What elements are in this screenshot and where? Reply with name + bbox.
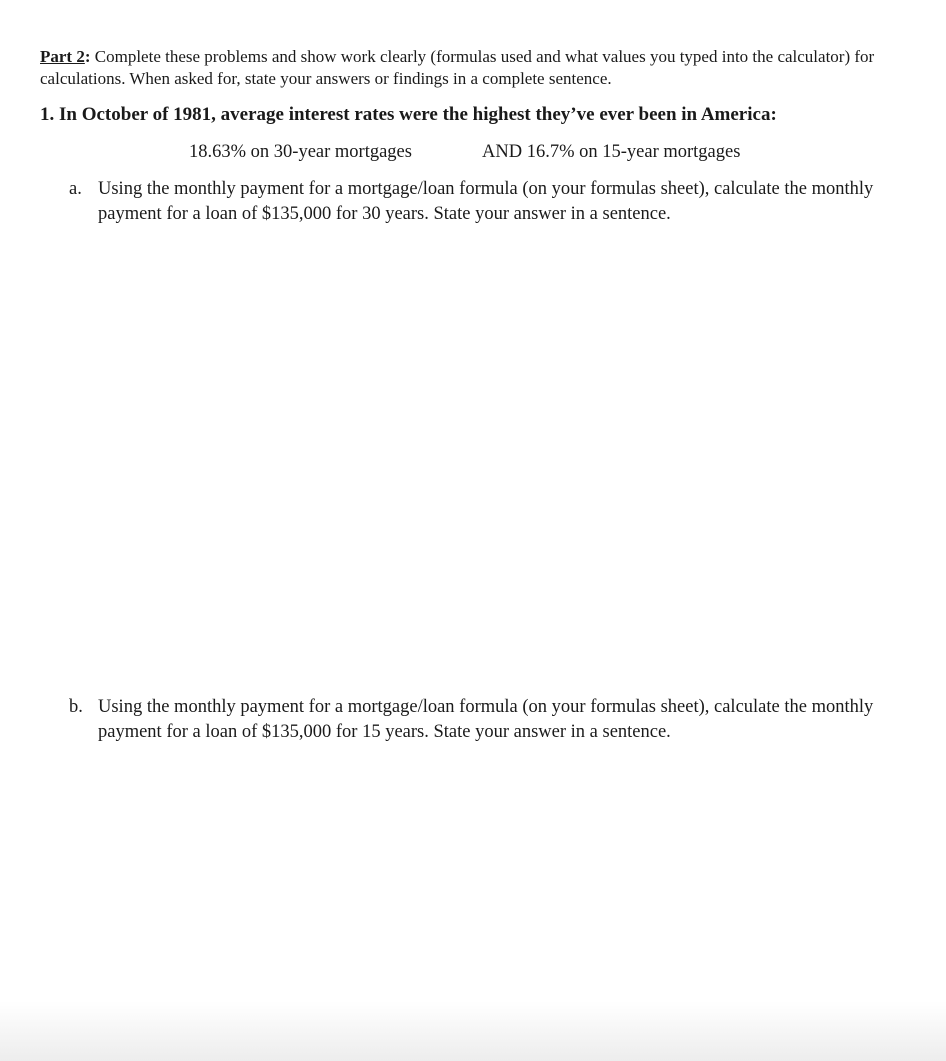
part-label-colon: :	[84, 47, 91, 66]
question-1-heading: 1. In October of 1981, average interest rates were the highest they’ve ever been in America:	[40, 104, 777, 125]
part-2-instructions	[40, 46, 920, 90]
rate-15-year: AND 16.7% on 15-year mortgages	[482, 142, 741, 162]
page-bottom-shadow	[0, 1001, 946, 1061]
subquestion-b-letter: b.	[69, 697, 83, 717]
subquestion-a-text: Using the monthly payment for a mortgage/loan formula (on your formulas sheet), calculate the monthly payment for a loan of $135,000 for 30 years. State your answer in a sentence.	[98, 179, 874, 224]
subquestion-a-letter: a.	[69, 179, 82, 199]
subquestion-b	[69, 695, 919, 745]
subquestion-a	[69, 177, 919, 227]
instructions-text: Complete these problems and show work clearly (formulas used and what values you typed into the calculator) for calculations. When asked for, state your answers or findings in a complete sentence.	[40, 47, 875, 88]
subquestion-b-text: Using the monthly payment for a mortgage/loan formula (on your formulas sheet), calculate the monthly payment for a loan of $135,000 for 15 years. State your answer in a sentence.	[98, 697, 874, 742]
rate-30-year: 18.63% on 30-year mortgages	[189, 142, 412, 162]
part-label: Part 2	[40, 47, 85, 66]
